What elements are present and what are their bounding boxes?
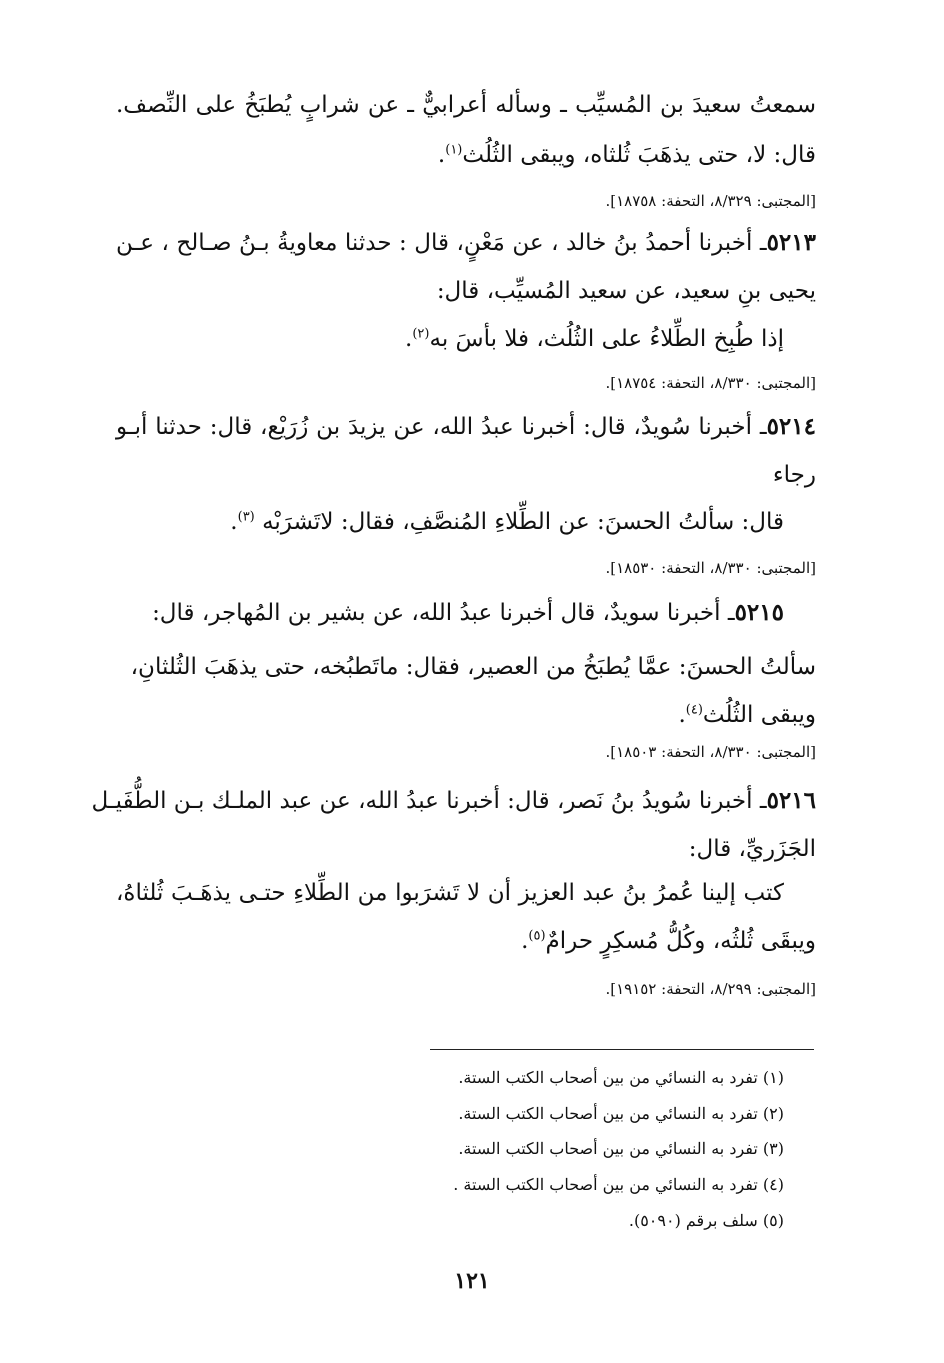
text-span: إذا طُبِخ الطِّلاءُ على الثُلُث، فلا بأسَ به bbox=[429, 326, 784, 352]
text-line bbox=[84, 322, 784, 356]
hadith-5216-line1 bbox=[91, 784, 816, 818]
text-span: قال: لا، حتى يذهَبَ ثُلثاه، ويبقى الثُلُث bbox=[462, 142, 816, 168]
footnote: (١) تفرد به النسائي من بين أصحاب الكتب الستة. bbox=[458, 1068, 784, 1087]
footnote: (٣) تفرد به النسائي من بين أصحاب الكتب الستة. bbox=[458, 1139, 784, 1158]
hadith-number: ٥٢١٦ bbox=[766, 787, 816, 814]
text-span: . bbox=[405, 326, 413, 352]
reference-note: [المجتبى: ٨/٣٣٠، التحفة: ١٨٧٥٤]. bbox=[605, 374, 816, 392]
hadith-5213-line1 bbox=[116, 226, 816, 260]
hadith-5214-line1 bbox=[116, 410, 816, 444]
footnote-marker: (٥) bbox=[528, 928, 546, 944]
hadith-number: ٥٢١٤ bbox=[766, 413, 816, 440]
text-line: رجاء bbox=[772, 462, 816, 488]
reference-note: [المجتبى: ٨/٣٣٠، التحفة: ١٨٥٣٠]. bbox=[605, 559, 816, 577]
text-span: ـ أخبرنا أحمدُ بنُ خالد ، عن مَعْنٍ، قال : حدثنا معاويةُ بـنُ صـالح ، عـن bbox=[116, 230, 767, 256]
text-line: الجَزَريِّ، قال: bbox=[688, 836, 816, 862]
text-span: ويبقَى ثُلثُه، وكُلُّ مُسكِرٍ حرامٌ bbox=[545, 928, 816, 954]
text-span: . bbox=[437, 142, 446, 168]
text-span: ويبقى الثُلُث bbox=[702, 702, 816, 728]
text-line: سألتُ الحسنَ: عمَّا يُطبَخُ من العصير، فقال: ماتَطبُخه، حتى يذهَبَ الثُلثانِ، bbox=[130, 654, 816, 680]
text-line bbox=[116, 924, 816, 958]
footnote-marker: (٤) bbox=[685, 702, 703, 718]
text-line: سمعتُ سعيدَ بن المُسيِّب ـ وسأله أعرابيٌّ ـ عن شرابٍ يُطبَخُ على النِّصف. bbox=[116, 92, 816, 118]
text-line: كتب إلينا عُمرُ بنُ عبد العزيز أن لا تَشرَبوا من الطِّلاءِ حتـى يذهَـبَ ثُلثاهُ، bbox=[116, 880, 784, 906]
reference-note: [المجتبى: ٨/٢٩٩، التحفة: ١٩١٥٢]. bbox=[605, 980, 816, 998]
text-line: يحيى بنِ سعيد، عن سعيد المُسيِّب، قال: bbox=[436, 278, 816, 304]
footnote-marker: (٣) bbox=[237, 509, 255, 525]
text-line bbox=[116, 698, 816, 732]
footnote: (٢) تفرد به النسائي من بين أصحاب الكتب الستة. bbox=[458, 1104, 784, 1123]
reference-note: [المجتبى: ٨/٣٣٠، التحفة: ١٨٥٠٣]. bbox=[605, 743, 816, 761]
text-span: قال: سألتُ الحسنَ: عن الطِّلاءِ المُنصَّفِ، فقال: لاتَشرَبْه bbox=[262, 509, 784, 535]
footnote: (٥) سلف برقم (٥٠٩٠). bbox=[628, 1211, 784, 1230]
text-span: . bbox=[230, 509, 238, 535]
reference-note: [المجتبى: ٨/٣٢٩، التحفة: ١٨٧٥٨]. bbox=[605, 192, 816, 210]
text-span: ـ أخبرنا سويدٌ، قال أخبرنا عبدُ الله، عن بشير بن المُهاجر، قال: bbox=[152, 600, 735, 626]
text-span: . bbox=[521, 928, 529, 954]
footnote: (٤) تفرد به النسائي من بين أصحاب الكتب الستة . bbox=[453, 1175, 784, 1194]
text-span: ـ أخبرنا سُويدُ بنُ نَصر، قال: أخبرنا عبدُ الله، عن عبد الملـك بـن الطُّفَيـل bbox=[91, 788, 767, 814]
hadith-number: ٥٢١٥ bbox=[734, 599, 784, 626]
footnote-separator bbox=[430, 1049, 814, 1050]
text-span: . bbox=[678, 702, 686, 728]
footnote-marker: (١) bbox=[445, 142, 463, 158]
page-number: ١٢١ bbox=[454, 1268, 490, 1294]
text-line bbox=[116, 138, 816, 172]
text-line bbox=[84, 505, 784, 539]
hadith-5215-line1 bbox=[84, 596, 784, 630]
hadith-number: ٥٢١٣ bbox=[766, 229, 816, 256]
text-span: ـ أخبرنا سُويدٌ، قال: أخبرنا عبدُ الله، عن يزيدَ بن زُرَيْع، قال: حدثنا أبـو bbox=[116, 414, 767, 440]
footnote-marker: (٢) bbox=[412, 326, 430, 342]
